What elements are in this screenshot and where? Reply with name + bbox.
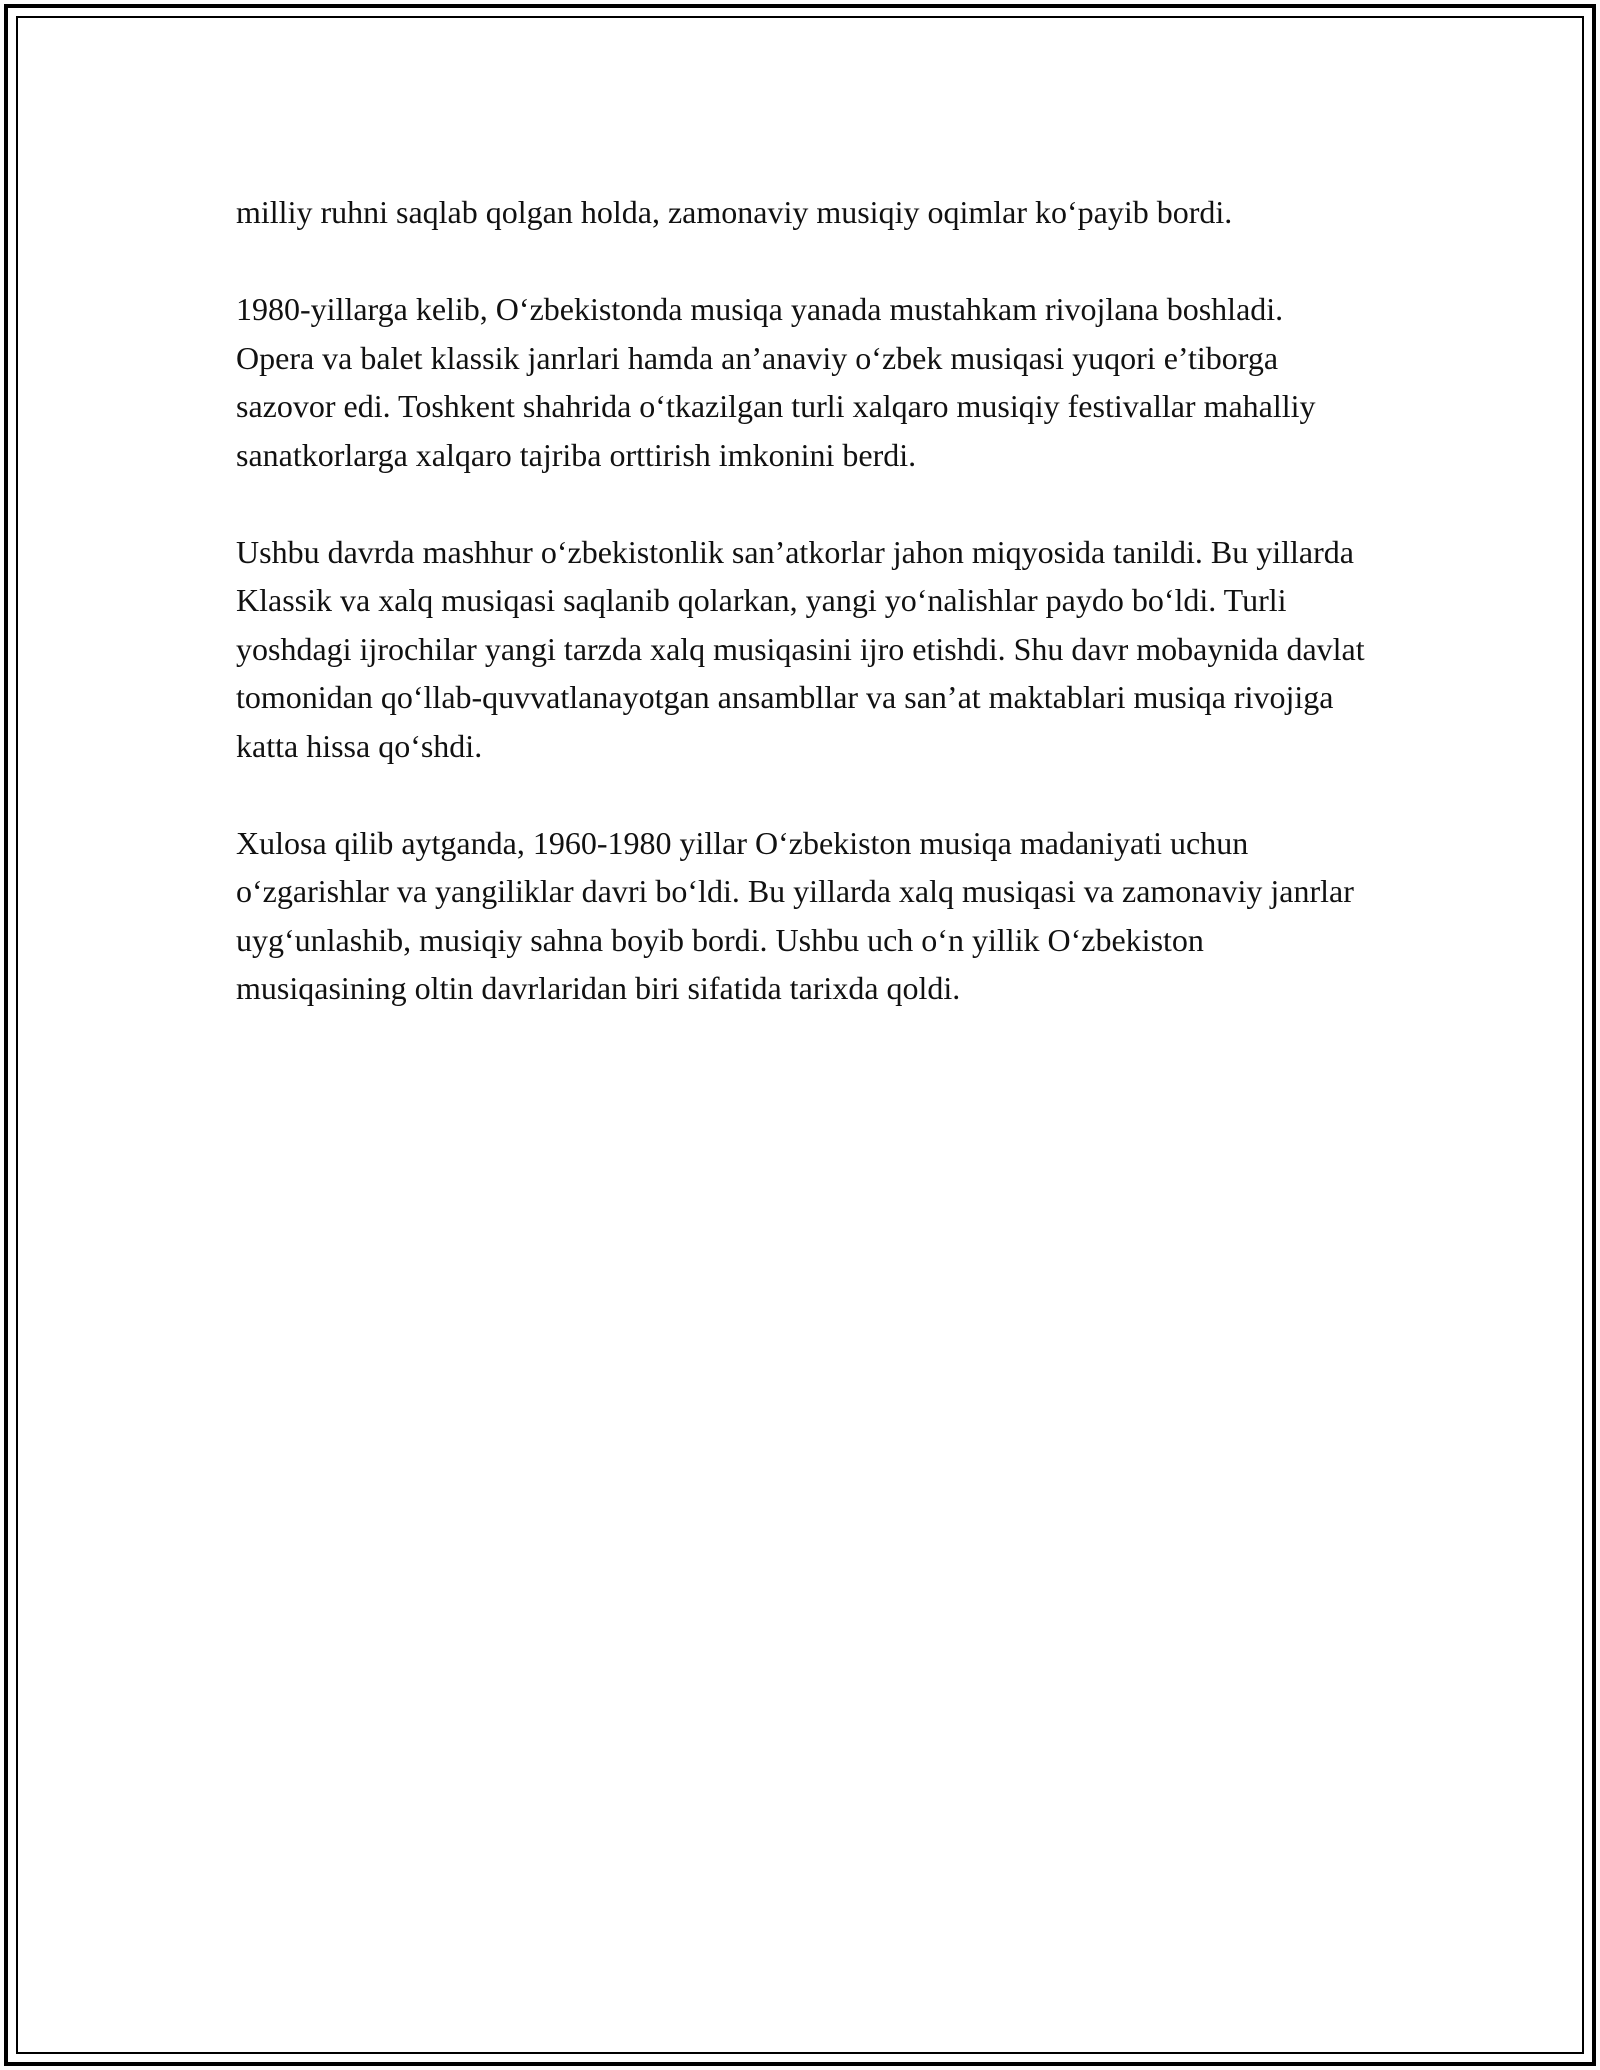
paragraph-2: 1980-yillarga kelib, O‘zbekistonda musiqa yanada mustahkam rivojlana boshladi. Opera va balet klassik janrlari hamda an’anaviy o‘zbek musiqasi yuqori e’tiborga sazovor edi. Toshkent shahrida o‘tkazilgan turli xalqaro musiqiy festivallar mahalliy sanatkorlarga xalqaro tajriba orttirish imkonini berdi. <box>236 291 1316 473</box>
paragraph-3: Ushbu davrda mashhur o‘zbekistonlik san’atkorlar jahon miqyosida tanildi. Bu yillarda Klassik va xalq musiqasi saqlanib qolarkan, yangi yo‘nalishlar paydo bo‘ldi. Turli yoshdagi ijrochilar yangi tarzda xalq musiqasini ijro etishdi. Shu davr mobaynida davlat tomonidan qo‘llab-quvvatlanayotgan ansambllar va san’at maktablari musiqa rivojiga katta hissa qo‘shdi. <box>236 533 1365 764</box>
paragraph-1: milliy ruhni saqlab qolgan holda, zamonaviy musiqiy oqimlar ko‘payib bordi. <box>236 194 1233 230</box>
document-body <box>236 188 1366 1061</box>
paragraph-4: Xulosa qilib aytganda, 1960-1980 yillar O‘zbekiston musiqa madaniyati uchun o‘zgarishlar va yangiliklar davri bo‘ldi. Bu yillarda xalq musiqasi va zamonaviy janrlar uyg‘unlashib, musiqiy sahna boyib bordi. Ushbu uch o‘n yillik O‘zbekiston musiqasining oltin davrlaridan biri sifatida tarixda qoldi. <box>236 824 1354 1006</box>
